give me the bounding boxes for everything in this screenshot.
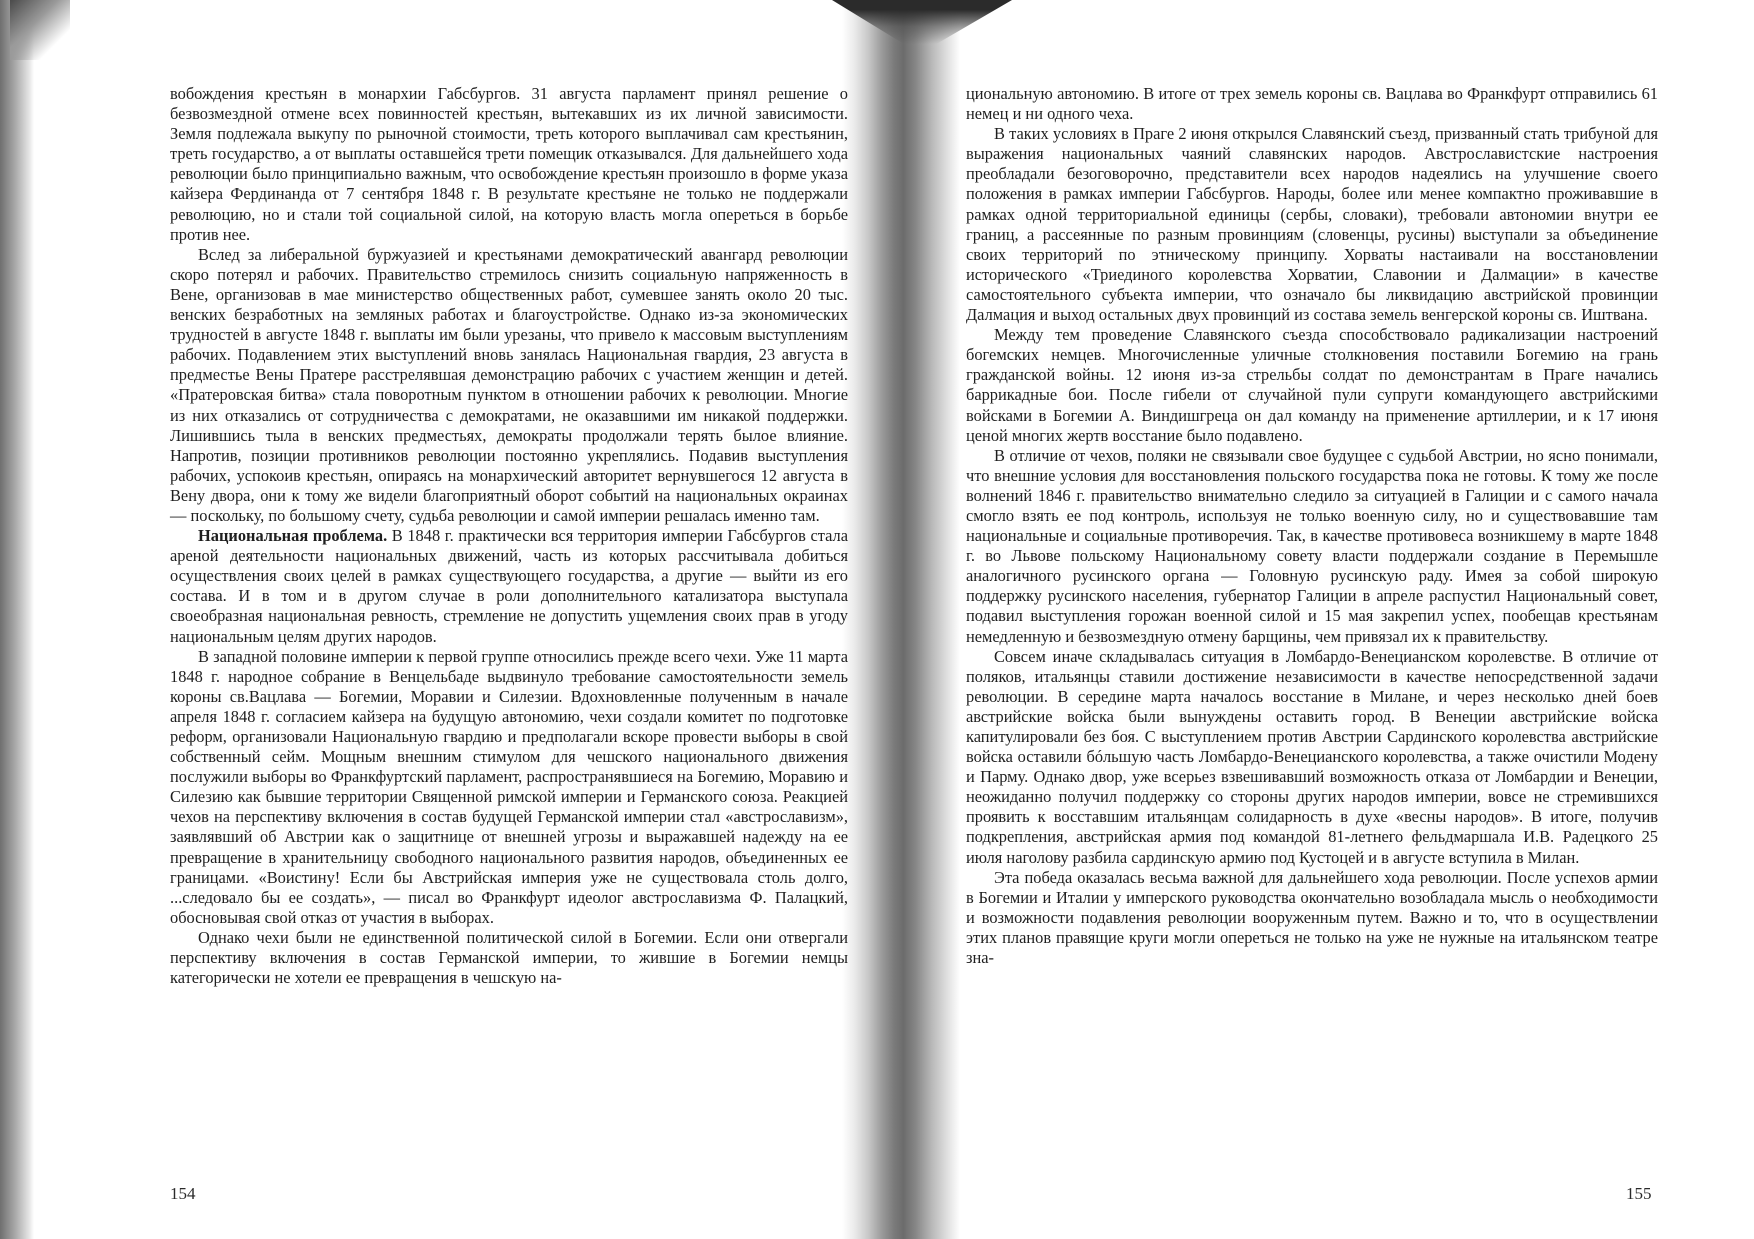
section-heading: Национальная проблема. bbox=[198, 526, 388, 546]
page-number-right: 155 bbox=[1626, 1184, 1652, 1203]
scan-corner-shadow bbox=[10, 0, 70, 60]
book-gutter-shadow bbox=[842, 0, 960, 1239]
scan-edge-shadow bbox=[0, 0, 34, 1239]
paragraph: В западной половине империи к первой группе относились прежде всего чехи. Уже 11 марта 1848 г. народное собрание в Венцельбаде выдвинуло требование самостоятельности земель короны св.Вацлава — Богемии, Моравии и Силезии. Вдохновленные полученным в начале апреля 1848 г. согласием кайзера на будущую автономию, чехи создали комитет по подготовке реформ, организовали Национальную гвардию и предполагали вскоре провести выборы в свой собственный сейм. Мощным внешним стимулом для чешского национального движения послужили выборы во Франкфуртский парламент, распространявшиеся на Богемию, Моравию и Силезию как бывшие территории Священной римской империи и Германского союза. Реакцией чехов на перспективу включения в состав будущей Германской империи стал «австрославизм», заявлявший об Австрии как о защитнице от внешней угрозы и выражавшей надежду на ее превращение в хранительницу свободного национального развития народов, объединенных ее границами. «Воистину! Если бы Австрийская империя уже не существовала столь долго, ...следовало бы ее создать», — писал во Франкфурт идеолог австрославизма Ф. Палацкий, обосновывая свой отказ от участия в выборах. bbox=[170, 646, 848, 927]
paragraph: Вслед за либеральной буржуазией и крестьянами демократический авангард революции скоро потерял и рабочих. Правительство стремилось снизить социальную напряженность в Вене, организовав в мае министерство общественных работ, сумевшее занять около 20 тыс. венских безработных на земляных работах и благоустройстве. Однако из-за экономических трудностей в августе 1848 г. выплаты им были урезаны, что привело к массовым выступлениям рабочих. Подавлением этих выступлений вновь занялась Национальная гвардия, 23 августа в предместье Вены Пратере расстрелявшая демонстрацию рабочих с участием женщин и детей. «Пратеровская битва» стала поворотным пунктом в отношении рабочих к революции. Многие из них отказались от сотрудничества с демократами, не оказавшими им никакой поддержки. Лишившись тыла в венских предместьях, демократы продолжали терять былое влияние. Напротив, позиции противников революции постоянно укреплялись. Подавив выступления рабочих, успокоив крестьян, опираясь на монархический авторитет вернувшегося 12 августа в Вену двора, они к тому же видели благоприятный оборот событий на национальных окраинах — поскольку, по большому счету, судьба революции и самой империи решалась именно там. bbox=[170, 244, 848, 525]
paragraph-with-heading bbox=[170, 526, 848, 647]
paragraph: Эта победа оказалась весьма важной для дальнейшего хода революции. После успехов армии в Богемии и Италии у имперского руководства окончательно возобладала мысль о необходимости и возможности подавления революции вооруженным путем. Важно и то, что в осуществлении этих планов правящие круги могли опереться не только на уже не нужные на итальянском театре зна- bbox=[966, 867, 1658, 968]
left-page bbox=[170, 84, 848, 1164]
paragraph-body: В 1848 г. практически вся территория империи Габсбургов стала ареной деятельности национальных движений, часть из которых рассчитывала добиться осуществления своих целей в рамках существующего государства, а другие — выйти из его состава. И в том и в другом случае в роли дополнительного катализатора выступала своеобразная национальная ревность, стремление не допустить ущемления своих прав в угоду национальным целям других народов. bbox=[170, 526, 848, 646]
paragraph: Однако чехи были не единственной политической силой в Богемии. Если они отвергали перспективу включения в состав Германской империи, то жившие в Богемии немцы категорически не хотели ее превращения в чешскую на- bbox=[170, 927, 848, 988]
paragraph: циональную автономию. В итоге от трех земель короны св. Вацлава во Франкфурт отправились 61 немец и ни одного чеха. bbox=[966, 84, 1658, 124]
page-number-left: 154 bbox=[170, 1184, 196, 1203]
paragraph: Совсем иначе складывалась ситуация в Ломбардо-Венецианском королевстве. В отличие от поляков, итальянцы ставили достижение независимости в качестве непосредственной задачи революции. В середине марта началось восстание в Милане, и через несколько дней боев австрийские войска были вынуждены оставить город. В Венеции австрийские войска капитулировали без боя. С выступлением против Австрии Сардинского королевства австрийские войска оставили бóльшую часть Ломбардо-Венецианского королевства, а также очистили Модену и Парму. Однако двор, уже всерьез взвешивавший возможность отказа от Ломбардии и Венеции, неожиданно получил поддержку со стороны других народов империи, вовсе не стремившихся проявить к восставшим итальянцам солидарность в духе «весны народов». В итоге, получив подкрепления, австрийская армия под командой 81-летнего фельдмаршала И.В. Радецкого 25 июля наголову разбила сардинскую армию под Кустоцей и в августе вступила в Милан. bbox=[966, 646, 1658, 867]
paragraph: вобождения крестьян в монархии Габсбургов. 31 августа парламент принял решение о безвозмездной отмене всех повинностей крестьян, вытекавших из их личной зависимости. Земля подлежала выкупу по рыночной стоимости, треть которого выплачивал сам крестьянин, треть государство, а от выплаты оставшейся трети помещик отказывался. Для дальнейшего хода революции было принципиально важным, что освобождение крестьян произошло в форме указа кайзера Фердинанда от 7 сентября 1848 г. В результате крестьяне не только не поддержали революцию, но и стали той социальной силой, на которую власть могла опереться в борьбе против нее. bbox=[170, 84, 848, 244]
left-page-text bbox=[170, 84, 848, 988]
right-page-text bbox=[966, 84, 1658, 968]
paragraph: Между тем проведение Славянского съезда способствовало радикализации настроений богемских немцев. Многочисленные уличные столкновения поставили Богемию на грань гражданской войны. 12 июня из-за стрельбы солдат по демонстрантам в Праге начались баррикадные бои. После гибели от случайной пули супруги командующего австрийскими войсками в Богемии А. Виндишгреца он дал команду на применение артиллерии, и к 17 июня ценой многих жертв восстание было подавлено. bbox=[966, 325, 1658, 445]
paragraph: В отличие от чехов, поляки не связывали свое будущее с судьбой Австрии, но ясно понимали, что внешние условия для восстановления польского государства пока не готовы. К тому же после волнений 1846 г. правительство внимательно следило за ситуацией в Галиции и с самого начала смогло взять ее под контроль, используя не только военную силу, но и существовавшие там национальные и социальные противоречия. Так, в качестве противовеса возникшему в марте 1848 г. во Львове польскому Национальному совету власти поддержали создание в Перемышле аналогичного русинского органа — Головную русинскую раду. Имея за собой широкую поддержку русинского населения, губернатор Галиции в апреле распустил Национальный совет, подавил выступления горожан военной силой и 15 мая закрепил успех, пообещав крестьянам немедленную и безвозмездную отмену барщины, чем привязал их к правительству. bbox=[966, 445, 1658, 646]
paragraph: В таких условиях в Праге 2 июня открылся Славянский съезд, призванный стать трибуной для выражения национальных чаяний славянских народов. Австрославистские настроения преобладали безоговорочно, представители всех народов надеялись на улучшение своего положения в рамках империи Габсбургов. Народы, более или менее компактно проживавшие в рамках одной территориальной единицы (сербы, словаки), требовали автономии внутри ее границ, а рассеянные по разным провинциям (словенцы, русины) выступали за объединение своих территорий по этническому принципу. Хорваты настаивали на восстановлении исторического «Триединого королевства Хорватии, Славонии и Далмации» в качестве самостоятельного субъекта империи, что означало бы ликвидацию австрийской провинции Далмация и выход остальных двух провинций из состава земель венгерской короны св. Иштвана. bbox=[966, 124, 1658, 325]
right-page bbox=[966, 84, 1658, 1164]
